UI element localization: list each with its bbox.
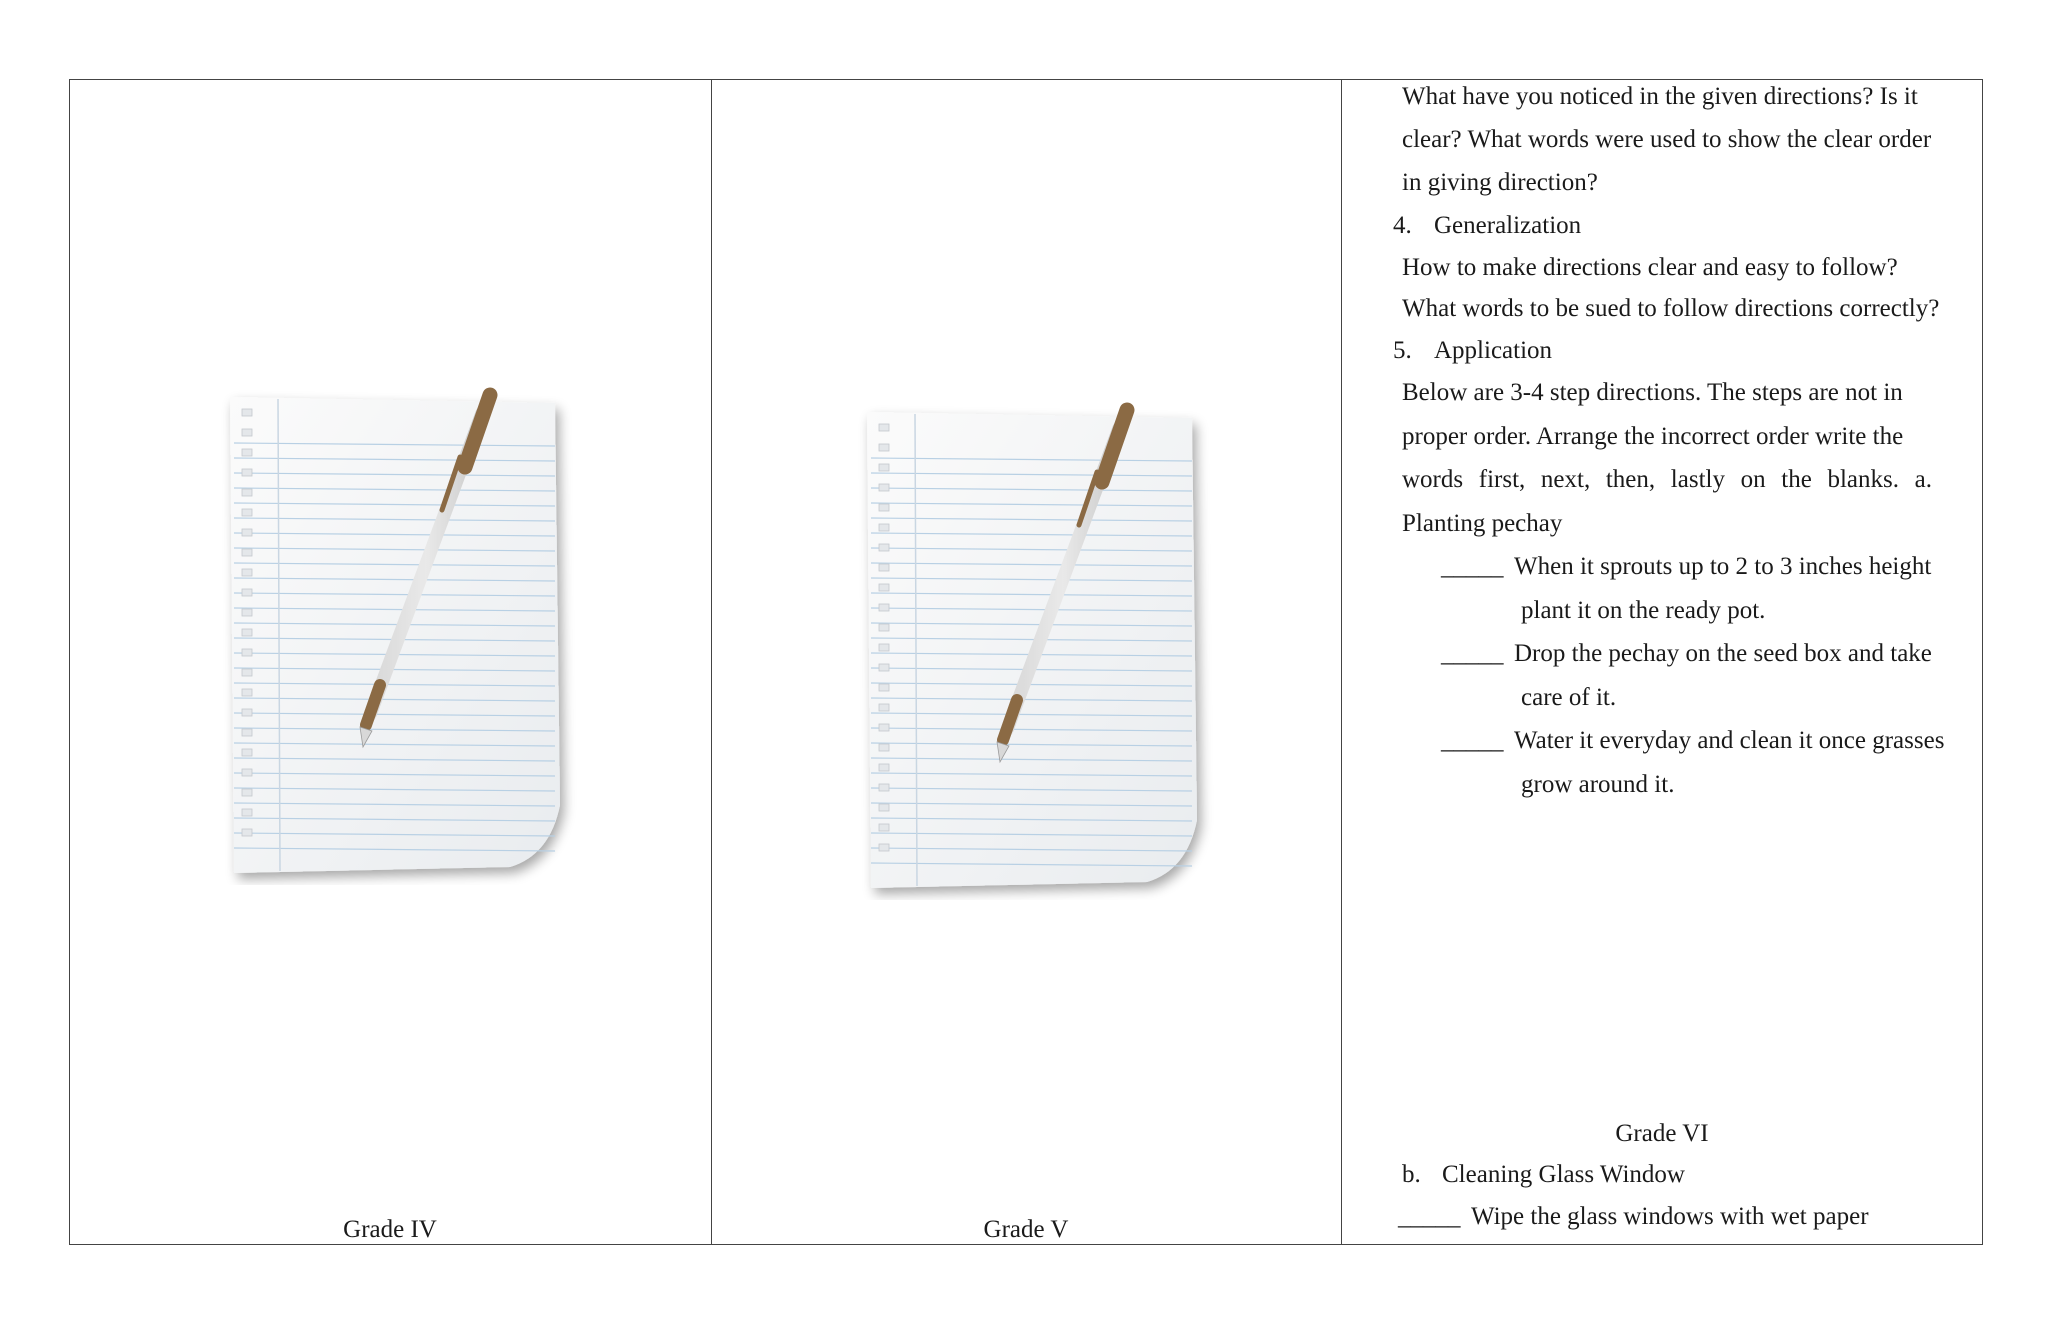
binding-hole — [879, 524, 889, 531]
binding-hole — [879, 724, 889, 731]
answer-blank: _____ — [1441, 553, 1504, 580]
justified-word: first, — [1478, 466, 1526, 493]
step-text: Wipe the glass windows with wet paper — [1471, 1203, 1869, 1230]
binding-hole — [879, 764, 889, 771]
binding-hole — [242, 809, 252, 816]
grade-4-caption: Grade IV — [343, 1216, 437, 1243]
binding-hole — [242, 649, 252, 656]
intro-line: clear? What words were used to show the clear order — [1402, 126, 1932, 153]
binding-hole — [879, 604, 889, 611]
application-number: 5. — [1393, 337, 1412, 364]
binding-hole — [879, 704, 889, 711]
binding-hole — [879, 684, 889, 691]
step-text: When it sprouts up to 2 to 3 inches height — [1514, 553, 1932, 580]
generalization-line: What words to be sued to follow directions correctly? — [1402, 295, 1940, 322]
binding-hole — [879, 504, 889, 511]
column-divider — [711, 79, 712, 1245]
binding-hole — [242, 469, 252, 476]
justified-word: the — [1781, 466, 1812, 493]
binding-hole — [879, 464, 889, 471]
justified-word: lastly — [1670, 466, 1725, 493]
application-line: proper order. Arrange the incorrect order write the — [1402, 423, 1904, 450]
justified-word: then, — [1605, 466, 1656, 493]
notepad-with-pen-icon — [857, 400, 1217, 900]
step-text: Drop the pechay on the seed box and take — [1514, 640, 1932, 667]
binding-hole — [879, 624, 889, 631]
binding-hole — [242, 529, 252, 536]
notepad-with-pen-icon — [220, 385, 580, 885]
grade-5-caption: Grade V — [983, 1216, 1069, 1243]
binding-hole — [879, 824, 889, 831]
binding-hole — [879, 844, 889, 851]
binding-hole — [242, 709, 252, 716]
application-line: Below are 3-4 step directions. The steps are not in — [1402, 379, 1903, 406]
binding-hole — [242, 409, 252, 416]
binding-hole — [879, 484, 889, 491]
binding-hole — [242, 729, 252, 736]
step-text-continuation: plant it on the ready pot. — [1521, 597, 1766, 624]
part-b-label: b. — [1402, 1161, 1421, 1188]
binding-hole — [242, 569, 252, 576]
binding-hole — [242, 549, 252, 556]
binding-hole — [242, 789, 252, 796]
generalization-line: How to make directions clear and easy to follow? — [1402, 254, 1898, 281]
binding-hole — [242, 589, 252, 596]
step-text-continuation: grow around it. — [1521, 771, 1675, 798]
binding-hole — [242, 449, 252, 456]
binding-hole — [879, 584, 889, 591]
justified-word: blanks. — [1827, 466, 1899, 493]
binding-hole — [242, 689, 252, 696]
binding-hole — [242, 429, 252, 436]
binding-hole — [879, 804, 889, 811]
binding-hole — [879, 644, 889, 651]
binding-hole — [879, 564, 889, 571]
answer-blank: _____ — [1441, 640, 1504, 667]
generalization-number: 4. — [1393, 212, 1412, 239]
application-line — [1402, 467, 1932, 492]
binding-hole — [879, 744, 889, 751]
binding-hole — [879, 784, 889, 791]
generalization-heading: Generalization — [1434, 212, 1582, 239]
intro-line: What have you noticed in the given directions? Is it — [1402, 83, 1918, 110]
justified-word: a. — [1914, 466, 1932, 493]
intro-line: in giving direction? — [1402, 169, 1598, 196]
application-heading: Application — [1434, 337, 1553, 364]
binding-hole — [242, 829, 252, 836]
binding-hole — [242, 749, 252, 756]
step-text-continuation: care of it. — [1521, 684, 1617, 711]
justified-word: on — [1740, 466, 1766, 493]
binding-hole — [879, 664, 889, 671]
answer-blank: _____ — [1398, 1203, 1461, 1230]
column-divider — [1341, 79, 1342, 1245]
binding-hole — [242, 669, 252, 676]
binding-hole — [242, 769, 252, 776]
task-title: Planting pechay — [1402, 510, 1563, 537]
justified-word: next, — [1540, 466, 1591, 493]
binding-hole — [242, 629, 252, 636]
justified-word: words — [1402, 466, 1464, 493]
step-text: Water it everyday and clean it once grasses — [1514, 727, 1945, 754]
answer-blank: _____ — [1441, 727, 1504, 754]
binding-hole — [242, 609, 252, 616]
binding-hole — [879, 544, 889, 551]
grade-6-caption: Grade VI — [1615, 1120, 1709, 1147]
part-b-title: Cleaning Glass Window — [1442, 1161, 1685, 1188]
binding-hole — [879, 444, 889, 451]
binding-hole — [242, 489, 252, 496]
binding-hole — [879, 424, 889, 431]
binding-hole — [242, 509, 252, 516]
